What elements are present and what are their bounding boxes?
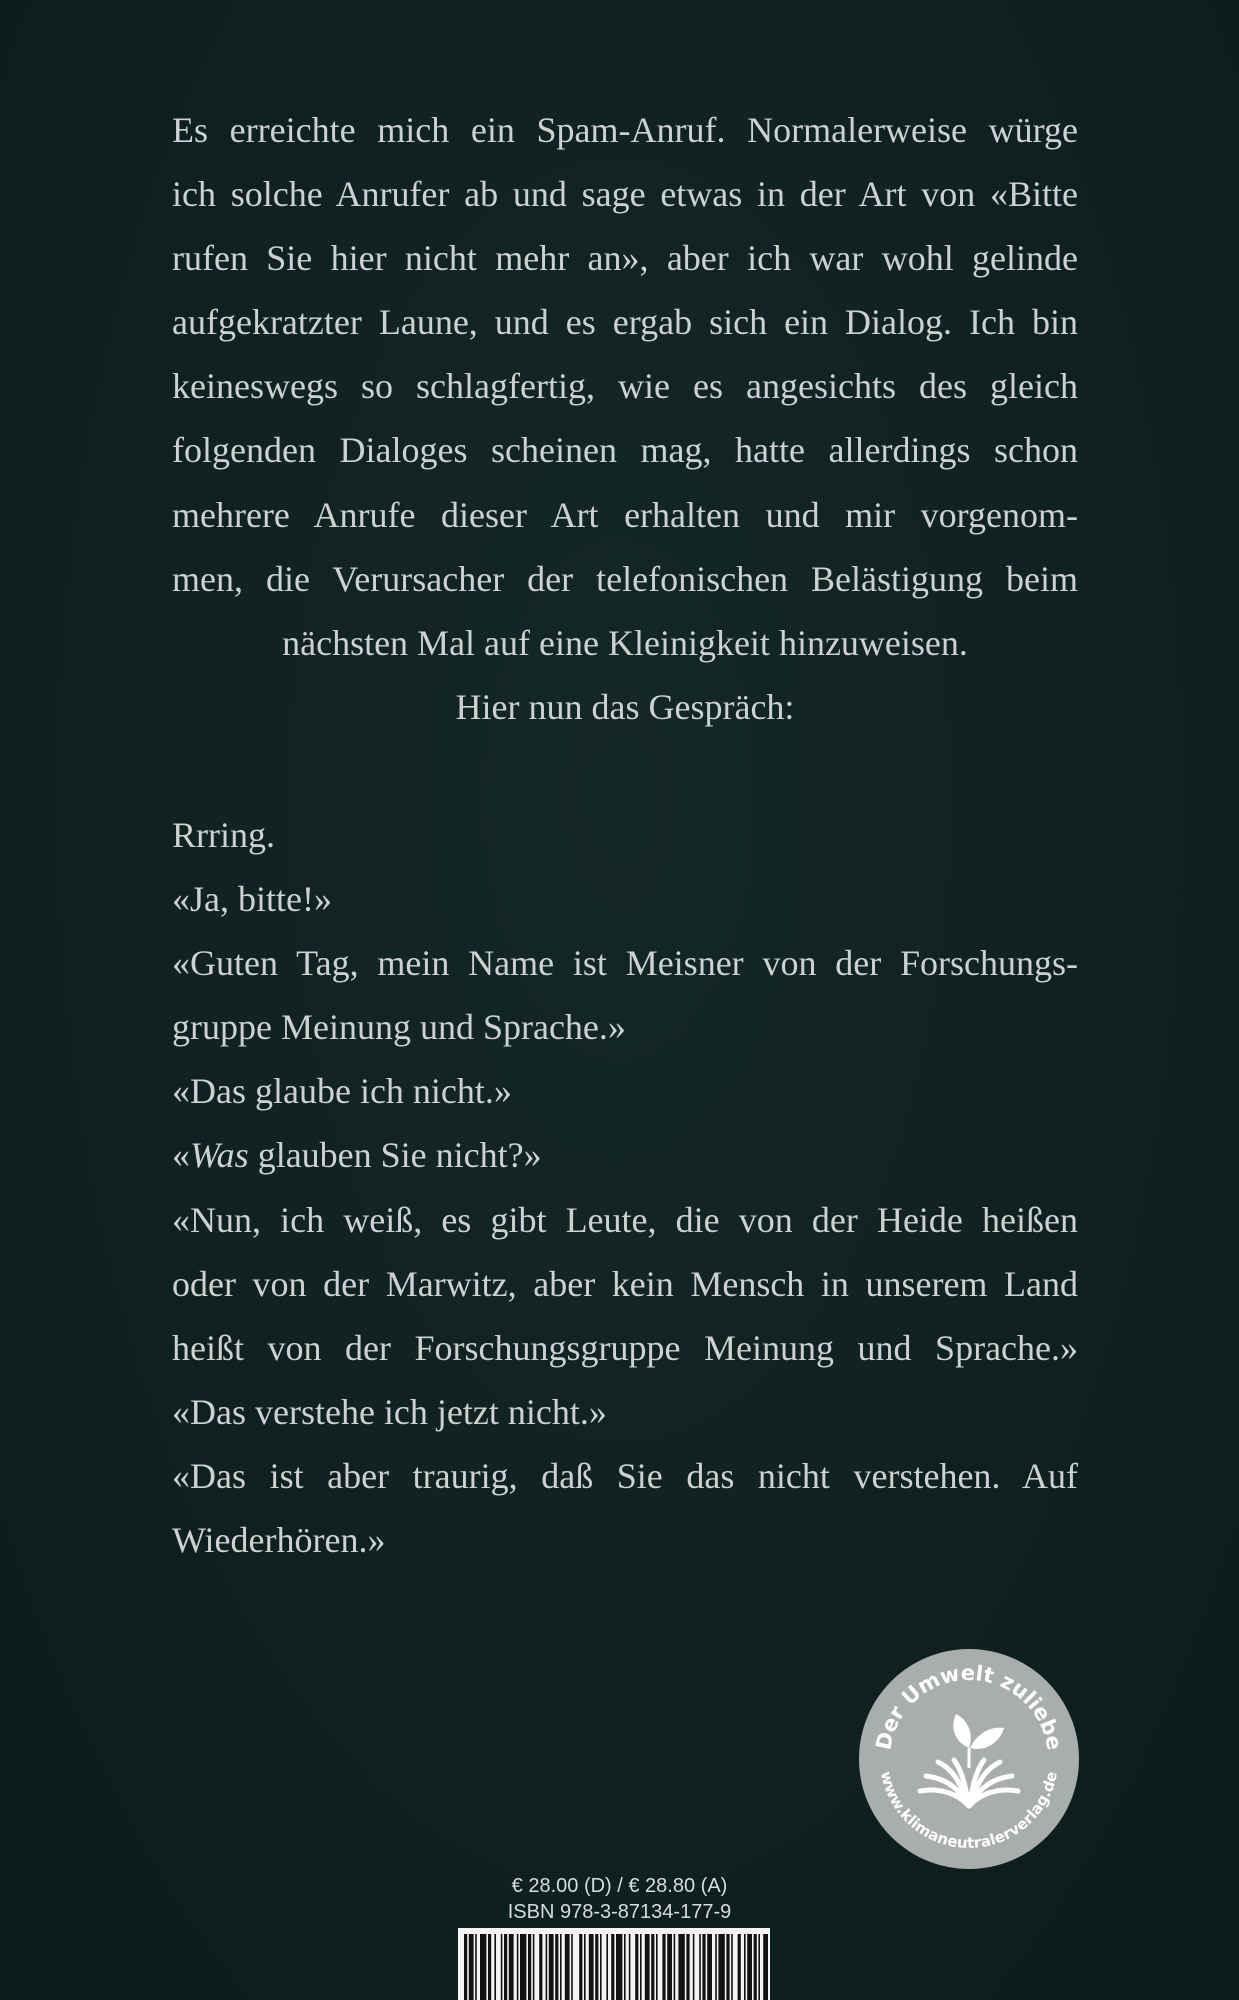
barcode-bar (501, 1934, 503, 2000)
barcode-bar (699, 1934, 701, 2000)
blurb-text (172, 98, 1078, 1572)
barcode-bar (702, 1934, 705, 2000)
emphasis-word: Was (190, 1135, 249, 1176)
price-label: € 28.00 (D) / € 28.80 (A) (511, 1875, 728, 1897)
barcode-bar (667, 1934, 672, 2000)
dialog-line: «Nun, ich weiß, es gibt Leute, die von der Heide heißen (172, 1199, 1078, 1240)
barcode-bar (738, 1934, 741, 2000)
barcode-bar (595, 1934, 598, 2000)
barcode-bar (731, 1934, 733, 2000)
blurb-intro: Hier nun das Gespräch: (455, 686, 795, 727)
barcode-bar (571, 1934, 573, 2000)
environment-seal (858, 1648, 1080, 1870)
barcode-bar (533, 1934, 535, 2000)
barcode-bar (589, 1934, 594, 2000)
dialog-line: «Das glaube ich nicht.» (172, 1071, 512, 1112)
dialog-line: «Guten Tag, mein Name ist Meisner von der Forschungs- (172, 943, 1078, 984)
barcode-bar (744, 1934, 746, 2000)
barcode-bar (494, 1934, 496, 2000)
dialog-line: «Das ist aber traurig, daß Sie das nicht verstehen. Auf (172, 1455, 1078, 1496)
barcode-bar (555, 1934, 558, 2000)
barcode-bar (539, 1934, 542, 2000)
barcode-bar (549, 1934, 554, 2000)
dialog-line: «Das verstehe ich jetzt nicht.» (172, 1391, 607, 1432)
barcode-bar (611, 1934, 614, 2000)
barcode-bar (469, 1934, 474, 2000)
dialog-ring: Rrring. (172, 814, 275, 855)
barcode-bar (693, 1934, 695, 2000)
barcode-bar (616, 1934, 622, 2000)
seal-bottom-text: www.klimaneutralerverlag.de (876, 1769, 1061, 1853)
barcode-bar (565, 1934, 570, 2000)
barcode-bar (520, 1934, 526, 2000)
barcode-bar (528, 1934, 531, 2000)
barcode-bar (640, 1934, 642, 2000)
barcode (458, 1928, 770, 2000)
barcode-bar (707, 1934, 712, 2000)
barcode-bar (726, 1934, 729, 2000)
dialog (172, 803, 1078, 1572)
dialog-line: «Ja, bitte!» (172, 879, 332, 920)
blurb-line: men, die Verursacher der telefonischen Belästigung beim (172, 558, 1078, 599)
barcode-bar (517, 1934, 519, 2000)
barcode-bar (475, 1934, 477, 2000)
blurb-line: keineswegs so schlagfertig, wie es angesichts des gleich (172, 366, 1078, 407)
blurb-line: Es erreichte mich ein Spam-Anruf. Normalerweise würge (172, 110, 1078, 150)
barcode-bar (624, 1934, 626, 2000)
blurb-line: rufen Sie hier nicht mehr an», aber ich war wohl gelinde (172, 238, 1078, 279)
barcode-bar (635, 1934, 638, 2000)
barcode-bar (747, 1934, 752, 2000)
dialog-line: Wiederhören.» (172, 1519, 386, 1560)
barcode-bar (656, 1934, 658, 2000)
dialog-line: gruppe Meinung und Sprache.» (172, 1007, 626, 1048)
barcode-bar (584, 1934, 586, 2000)
spacer (172, 739, 1078, 803)
dialog-line-rest: glauben Sie nicht?» (248, 1135, 542, 1176)
barcode-bar (763, 1934, 768, 2000)
dialog-line: heißt von der Forschungsgruppe Meinung und Sprache.» (172, 1327, 1078, 1368)
blurb-line: ich solche Anrufer ab und sage etwas in der Art von «Bitte (172, 174, 1078, 215)
blurb-line: nächsten Mal auf eine Kleinigkeit hinzuweisen. (282, 622, 968, 663)
barcode-bar (674, 1934, 676, 2000)
barcode-bars (464, 1934, 768, 2000)
barcode-bar (464, 1934, 467, 2000)
barcode-bar (606, 1934, 608, 2000)
barcode-bar (546, 1934, 548, 2000)
barcode-bar (662, 1934, 665, 2000)
barcode-bar (509, 1934, 514, 2000)
barcode-bar (504, 1934, 507, 2000)
barcode-bar (600, 1934, 602, 2000)
barcode-bar (754, 1934, 757, 2000)
blurb-line: folgenden Dialoges scheinen mag, hatte allerdings schon (172, 430, 1078, 471)
price-and-isbn (0, 1873, 1239, 1925)
seal-top-text: Der Umwelt zuliebe (871, 1660, 1067, 1752)
dialog-line: oder von der Marwitz, aber kein Mensch in unserem Land (172, 1263, 1078, 1304)
isbn-label: ISBN 978-3-87134-177-9 (507, 1901, 732, 1923)
barcode-bar (560, 1934, 562, 2000)
quote-open: « (172, 1135, 190, 1176)
barcode-bar (645, 1934, 650, 2000)
barcode-bar (758, 1934, 760, 2000)
barcode-bar (488, 1934, 491, 2000)
barcode-bar (480, 1934, 486, 2000)
blurb-line: mehrere Anrufe dieser Art erhalten und mir vorgenom- (172, 494, 1078, 535)
barcode-bar (579, 1934, 582, 2000)
barcode-bar (715, 1934, 717, 2000)
barcode-bar (686, 1934, 689, 2000)
blurb-line: aufgekratzter Laune, und es ergab sich ein Dialog. Ich bin (172, 302, 1078, 343)
barcode-bar (678, 1934, 684, 2000)
dialog-line (172, 1123, 1078, 1187)
barcode-bar (651, 1934, 654, 2000)
barcode-bar (718, 1934, 724, 2000)
barcode-bar (629, 1934, 631, 2000)
